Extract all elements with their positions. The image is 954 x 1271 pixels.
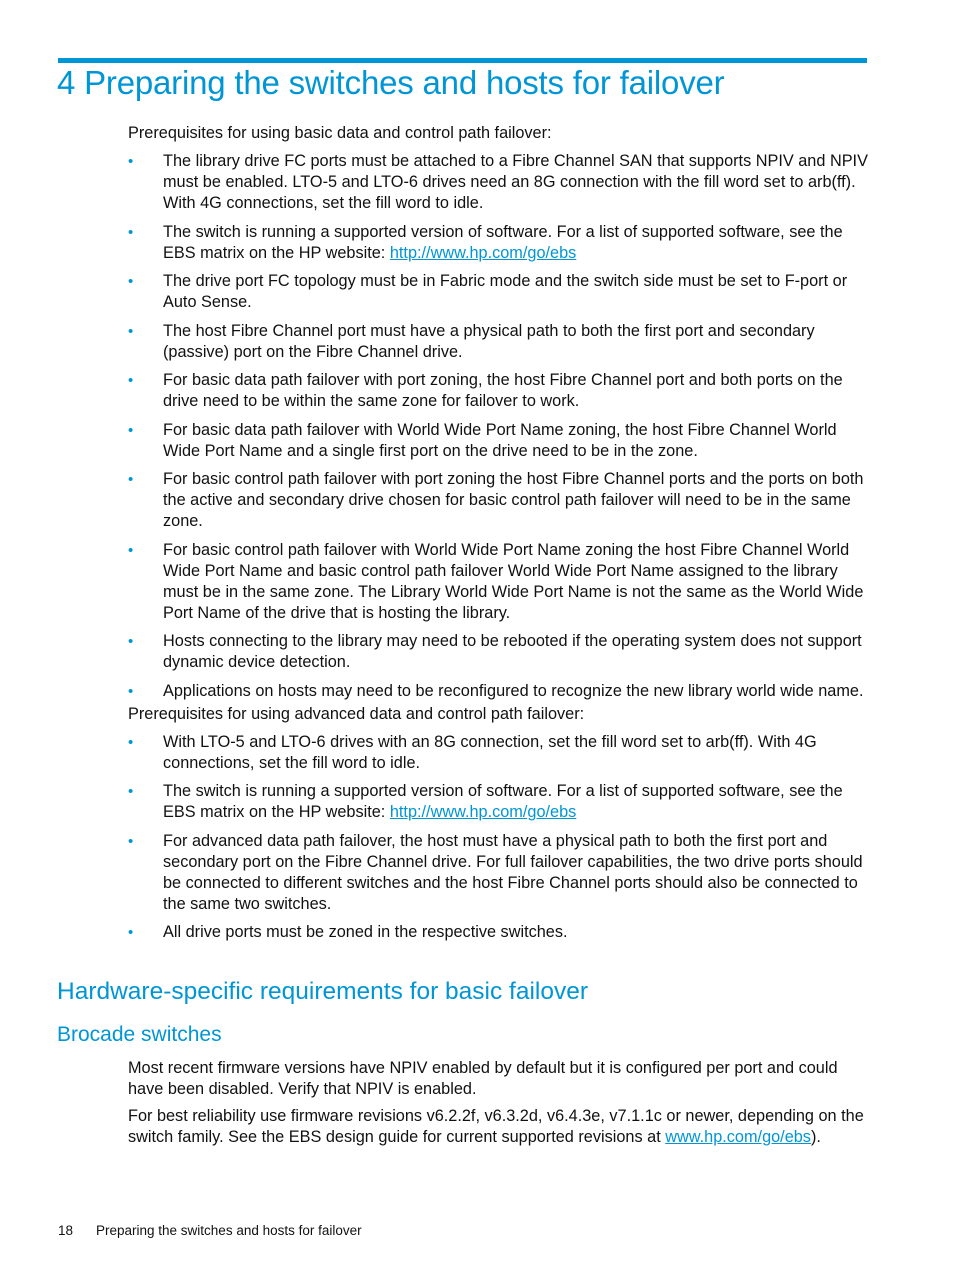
bullet-icon: • [128, 273, 134, 290]
list-item-text: With LTO-5 and LTO-6 drives with an 8G connection, set the fill word set to arb(ff). With 4G connections, set the fill word to idle. [163, 732, 817, 772]
bullet-icon: • [128, 832, 134, 850]
basic-prereq-list [128, 151, 870, 702]
list-item [128, 370, 870, 412]
list-item-text: For basic control path failover with port zoning the host Fibre Channel ports and the ports on both the active and secondary drive chosen for basic control path failover will need to be in the same zone. [163, 470, 864, 530]
list-item [128, 469, 870, 532]
list-item-text: The switch is running a supported version of software. For a list of supported software, see the EBS matrix on the HP website: [163, 222, 843, 262]
basic-prereq-intro: Prerequisites for using basic data and control path failover: [128, 124, 552, 142]
bullet-icon: • [128, 541, 134, 559]
page-footer [58, 1223, 362, 1238]
bullet-icon: • [128, 153, 134, 170]
section-heading: Hardware-specific requirements for basic failover [57, 978, 589, 1005]
list-item [128, 151, 870, 214]
list-item-text: All drive ports must be zoned in the respective switches. [163, 923, 568, 941]
list-item [128, 420, 870, 462]
bullet-icon: • [128, 783, 134, 800]
list-item [128, 781, 870, 823]
list-item [128, 922, 870, 943]
bullet-icon: • [128, 421, 134, 439]
list-item [128, 732, 870, 774]
page-number: 18 [58, 1223, 74, 1238]
brocade-section-body [128, 1058, 870, 1154]
bullet-icon: • [128, 372, 134, 389]
list-item-text: The library drive FC ports must be attached to a Fibre Channel SAN that supports NPIV and NPIV must be enabled. LTO-5 and LTO-6 drives need an 8G connection with the fill word set to arb(ff). With 4G connections, set the fill word to idle. [163, 152, 868, 212]
ebs-design-guide-link[interactable]: www.hp.com/go/ebs [665, 1128, 811, 1146]
advanced-prereq-list [128, 732, 870, 944]
ebs-link[interactable]: http://www.hp.com/go/ebs [389, 803, 577, 821]
list-item [128, 271, 870, 313]
main-content [128, 123, 870, 951]
list-item-text: For basic control path failover with World Wide Port Name zoning the host Fibre Channel World Wide Port Name and basic control path failover World Wide Port Name assigned to the library must be in the same zone. The Library World Wide Port Name is not the same as the World Wide Port Name of the drive that is hosting the library. [163, 540, 864, 622]
running-title: Preparing the switches and hosts for failover [96, 1223, 362, 1238]
advanced-prereq-intro: Prerequisites for using advanced data and control path failover: [128, 704, 585, 723]
paragraph-text: For best reliability use firmware revisions v6.2.2f, v6.3.2d, v6.4.3e, v7.1.1c or newer, depending on the switch family. See the EBS design guide for current supported revisions at [128, 1107, 864, 1146]
list-item-text: Applications on hosts may need to be reconfigured to recognize the new library world wide name. [163, 681, 864, 700]
bullet-icon: • [128, 223, 134, 241]
bullet-icon: • [128, 322, 134, 340]
chapter-top-rule [58, 58, 867, 63]
list-item [128, 222, 870, 264]
list-item [128, 540, 870, 624]
list-item-text: The switch is running a supported version of software. For a list of supported software, see the EBS matrix on the HP website: [163, 782, 843, 821]
list-item-text: The drive port FC topology must be in Fabric mode and the switch side must be set to F-port or Auto Sense. [163, 272, 848, 311]
ebs-link[interactable]: http://www.hp.com/go/ebs [389, 243, 577, 262]
list-item [128, 831, 870, 915]
list-item [128, 631, 870, 673]
list-item-text: For basic data path failover with World Wide Port Name zoning, the host Fibre Channel World Wide Port Name and a single first port on the drive need to be in the zone. [163, 420, 837, 460]
bullet-icon: • [128, 682, 134, 700]
brocade-paragraph-2 [128, 1106, 870, 1148]
bullet-icon: • [128, 471, 134, 488]
list-item-text: The host Fibre Channel port must have a physical path to both the first port and secondary (passive) port on the Fibre Channel drive. [163, 321, 815, 361]
bullet-icon: • [128, 633, 134, 650]
subsection-heading: Brocade switches [57, 1023, 222, 1046]
list-item [128, 321, 870, 363]
paragraph-text-end: ). [810, 1128, 821, 1146]
list-item [128, 681, 870, 702]
brocade-paragraph-1: Most recent firmware versions have NPIV enabled by default but it is configured per port and could have been disabled. Verify that NPIV is enabled. [128, 1059, 838, 1098]
list-item-text: For advanced data path failover, the host must have a physical path to both the first port and secondary port on the Fibre Channel drive. For full failover capabilities, the two drive ports should be connected to different switches and the host Fibre Channel ports should also be connected to the same two switches. [163, 831, 863, 913]
bullet-icon: • [128, 924, 134, 941]
list-item-text: Hosts connecting to the library may need to be rebooted if the operating system does not support dynamic device detection. [163, 632, 862, 671]
bullet-icon: • [128, 733, 134, 751]
chapter-title: 4 Preparing the switches and hosts for failover [57, 64, 725, 101]
list-item-text: For basic data path failover with port zoning, the host Fibre Channel port and both ports on the drive need to be within the same zone for failover to work. [163, 371, 843, 410]
